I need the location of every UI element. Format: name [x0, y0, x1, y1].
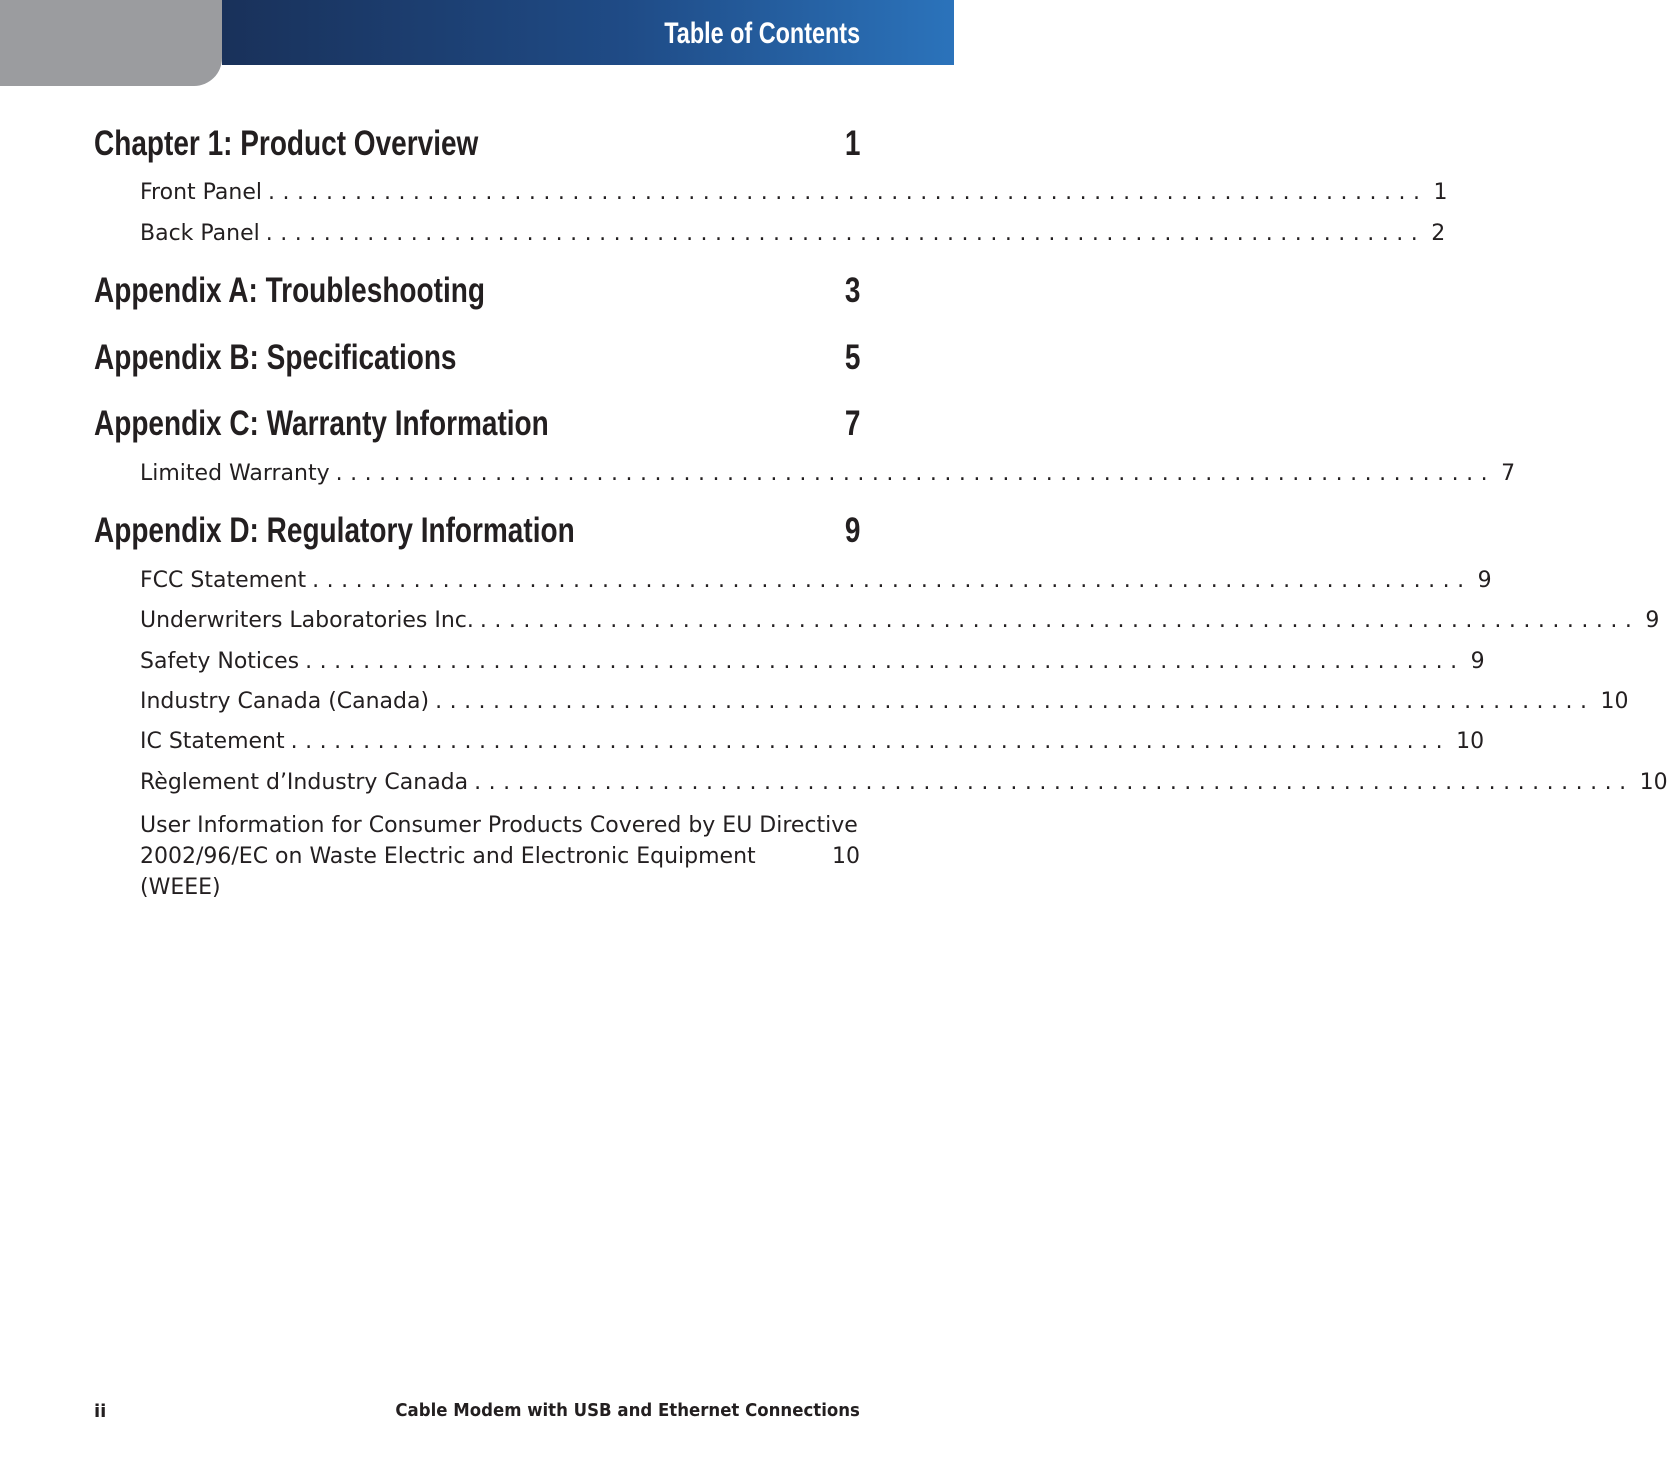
toc-entry-page: 9 — [1477, 568, 1492, 593]
footer-product-name: Cable Modem with USB and Ethernet Connections — [395, 1400, 860, 1421]
toc-heading-title: Appendix C: Warranty Information — [94, 404, 549, 443]
footer-page-number: ii — [94, 1401, 107, 1422]
toc-entry-label: Back Panel — [140, 221, 260, 246]
toc-entry-page: 10 — [1600, 689, 1629, 714]
toc-entry-label: Safety Notices — [140, 649, 300, 674]
toc-entry-ic-statement[interactable] — [140, 729, 1485, 759]
toc-heading-title: Appendix D: Regulatory Information — [94, 511, 575, 550]
toc-entry-limited-warranty[interactable] — [140, 461, 1516, 491]
toc-entry-label-line2: 2002/96/EC on Waste Electric and Electronic Equipment (WEEE) — [140, 844, 756, 900]
dot-leader: ................................................................................ — [479, 608, 1640, 633]
toc-entry-label-line1: User Information for Consumer Products Covered by EU Directive — [140, 813, 858, 838]
dot-leader: ................................................................................ — [290, 729, 1451, 754]
toc-heading-page: 9 — [844, 511, 860, 550]
toc-entry-weee[interactable] — [140, 810, 860, 903]
toc-heading-page: 1 — [844, 124, 860, 163]
toc-entry-page: 9 — [1470, 649, 1485, 674]
toc-entry-page: 10 — [1456, 729, 1485, 754]
toc-heading-title: Chapter 1: Product Overview — [94, 124, 479, 163]
toc-entry-front-panel[interactable] — [140, 180, 1448, 210]
toc-entry-label: FCC Statement — [140, 568, 307, 593]
dot-leader: ................................................................................ — [312, 568, 1472, 593]
toc-entry-page: 2 — [1431, 221, 1446, 246]
toc-heading-chapter1[interactable] — [94, 124, 860, 166]
toc-entry-underwriters-laboratories[interactable] — [140, 608, 1660, 638]
toc-entry-back-panel[interactable] — [140, 221, 1446, 251]
toc-entry-page: 7 — [1501, 461, 1516, 486]
dot-leader: ................................................................................ — [265, 221, 1426, 246]
toc-heading-page: 7 — [844, 404, 860, 443]
dot-leader: ................................................................................ — [474, 770, 1634, 795]
toc-heading-appendix-c[interactable] — [94, 404, 860, 446]
toc-heading-title: Appendix A: Troubleshooting — [94, 271, 485, 310]
dot-leader: ................................................................................ — [435, 689, 1595, 714]
dot-leader: ................................................................................ — [268, 180, 1428, 205]
header-banner — [222, 0, 954, 65]
toc-entry-label: Underwriters Laboratories Inc. — [140, 608, 474, 633]
toc-entry-industry-canada[interactable] — [140, 689, 1629, 719]
toc-heading-appendix-d[interactable] — [94, 511, 860, 553]
toc-entry-safety-notices[interactable] — [140, 649, 1485, 679]
toc-entry-label: Limited Warranty — [140, 461, 330, 486]
toc-entry-label: Front Panel — [140, 180, 262, 205]
toc-entry-page: 10 — [1639, 770, 1668, 795]
toc-entry-label: IC Statement — [140, 729, 285, 754]
toc-entry-page: 10 — [832, 844, 860, 869]
toc-entry-reglement-industry-canada[interactable] — [140, 770, 1668, 800]
page-title: Table of Contents — [664, 17, 860, 50]
header-gray-tab — [0, 0, 222, 86]
toc-heading-page: 5 — [844, 338, 860, 377]
dot-leader: ................................................................................ — [335, 461, 1496, 486]
toc-heading-appendix-b[interactable] — [94, 338, 860, 380]
toc-entry-page: 9 — [1645, 608, 1660, 633]
toc-entry-fcc-statement[interactable] — [140, 568, 1492, 598]
toc-entry-page: 1 — [1433, 180, 1448, 205]
toc-heading-title: Appendix B: Specifications — [94, 338, 457, 377]
toc-entry-line2 — [140, 841, 860, 903]
toc-entry-label: Règlement d’Industry Canada — [140, 770, 469, 795]
toc-heading-page: 3 — [844, 271, 860, 310]
toc-entry-label: Industry Canada (Canada) — [140, 689, 430, 714]
dot-leader: ................................................................................ — [305, 649, 1465, 674]
toc-heading-appendix-a[interactable] — [94, 271, 860, 313]
